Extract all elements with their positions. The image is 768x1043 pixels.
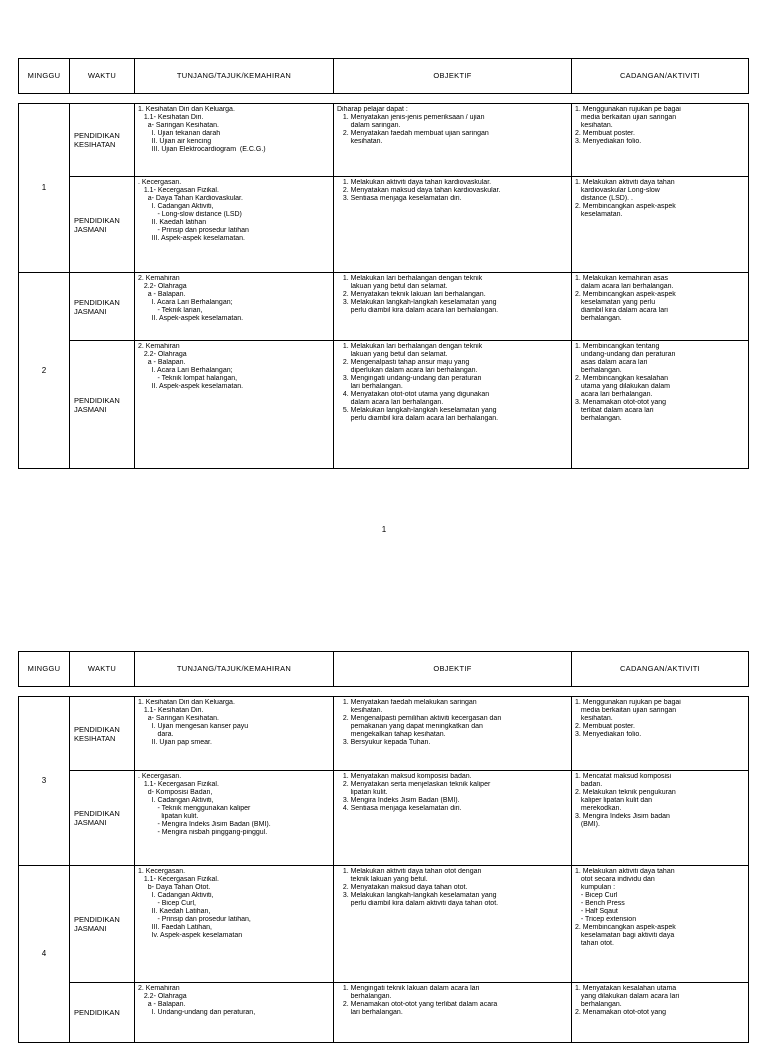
table-row [19, 104, 749, 177]
cell-line: 3. Menamakan otot-otot yang [575, 399, 667, 406]
cell-line: 2. Menyatakan faedah membuat ujian saringan [337, 130, 489, 137]
cell-line: media berkaitan ujian saringan [575, 114, 677, 121]
cell-line: I. Cadangan Aktiviti, [138, 797, 214, 804]
cell-line: kesihatan. [337, 138, 383, 145]
cell-line: III. Aspek-aspek keselamatan. [138, 235, 245, 242]
cell-line: I. Acara Lari Berhalangan; [138, 367, 233, 374]
cell-line: kesihatan. [337, 707, 383, 714]
page1-body-table [18, 103, 749, 469]
cell-line: (BMI). [575, 821, 600, 828]
cell-line: 2.2- Olahraga [138, 283, 187, 290]
cell-line: lari berhalangan. [337, 1009, 403, 1016]
cell-line: 1.1- Kecergasan Fizikal. [138, 876, 219, 883]
cell-line: 1. Melakukan aktiviti daya tahan [575, 179, 675, 186]
cell-line: 1.1- Kecergasan Fizikal. [138, 781, 219, 788]
cell-line: lipatan kulit. [337, 789, 388, 796]
header-minggu: MINGGU [19, 59, 70, 94]
cell-line: kardiovaskular Long-slow [575, 187, 660, 194]
cell-line: 1.1- Kecergasan Fizikal. [138, 187, 219, 194]
cell-line: b- Daya Tahan Otot. [138, 884, 211, 891]
aktiviti-cell [572, 983, 749, 1043]
tajuk-cell [135, 866, 334, 983]
waktu-line: JASMANI [74, 224, 107, 234]
waktu-cell [70, 341, 135, 469]
cell-line: asas dalam acara lari [575, 359, 648, 366]
cell-line: - Half Sqaut [575, 908, 618, 915]
cell-line: 2. Membuat poster. [575, 130, 635, 137]
table-row [19, 273, 749, 341]
cell-line: - Teknik larian, [138, 307, 203, 314]
objektif-cell [334, 177, 572, 273]
cell-line: 1. Menyatakan jenis-jenis pemeriksaan / ujian [337, 114, 485, 121]
header-minggu: MINGGU [19, 652, 70, 687]
cell-line: keselamatan. [575, 211, 623, 218]
cell-line: - Mengira nisbah pinggang-pinggul. [138, 829, 268, 836]
cell-line: 4. Sentiasa menjaga keselamatan diri. [337, 805, 462, 812]
cell-line: 1. Melakukan aktiviti daya tahan otot dengan [337, 868, 482, 875]
waktu-line: JASMANI [74, 924, 107, 933]
tajuk-cell [135, 177, 334, 273]
cell-line: II. Kaedah Latihan, [138, 908, 211, 915]
header-aktiviti: CADANGAN/AKTIVITI [572, 652, 749, 687]
cell-line: 1. Melakukan lari berhalangan dengan teknik [337, 343, 483, 350]
cell-line: 1. Menyatakan kesalahan utama [575, 985, 677, 992]
cell-line: 1. Membincangkan tentang [575, 343, 660, 350]
cell-line: 1. Melakukan aktiviti daya tahan [575, 868, 675, 875]
cell-line: 1. Kesihatan Diri dan Keluarga. [138, 106, 235, 113]
tajuk-cell [135, 273, 334, 341]
cell-line: 2. Membincangkan aspek-aspek [575, 291, 676, 298]
tajuk-cell [135, 341, 334, 469]
waktu-line: PENDIDIKAN [74, 131, 120, 140]
waktu-line: PENDIDIKAN [74, 395, 120, 405]
cell-line: 2. Membincangkan aspek-aspek [575, 203, 676, 210]
cell-line: a- Saringan Kesihatan. [138, 715, 219, 722]
cell-line: Iv. Aspek-aspek keselamatan [138, 932, 243, 939]
cell-line: lakuan yang betul dan selamat. [337, 351, 448, 358]
cell-line: - Tricep extension [575, 916, 637, 923]
aktiviti-cell [572, 866, 749, 983]
cell-line: a - Balapan. [138, 1001, 186, 1008]
cell-line: 2. Menyatakan maksud daya tahan otot. [337, 884, 468, 891]
waktu-cell [70, 771, 135, 866]
cell-line: 2. Melakukan teknik pengukuran [575, 789, 676, 796]
header-objektif: OBJEKTIF [334, 59, 572, 94]
cell-line: d- Komposisi Badan, [138, 789, 213, 796]
objektif-cell [334, 697, 572, 771]
cell-line: kesihatan. [575, 715, 613, 722]
cell-line: 2. Kemahiran [138, 985, 180, 992]
minggu-cell: 1 [19, 104, 70, 273]
cell-line: - Mengira Indeks Jisim Badan (BMI). [138, 821, 271, 828]
cell-line: 1. Menggunakan rujukan pe bagai [575, 699, 681, 706]
cell-line: 3. Melakukan langkah-langkah keselamatan yang [337, 299, 497, 306]
cell-line: 2. Menamakan otot-otot yang [575, 1009, 667, 1016]
header-objektif: OBJEKTIF [334, 652, 572, 687]
aktiviti-cell [572, 771, 749, 866]
cell-line: tahan otot. [575, 940, 614, 947]
cell-line: - Teknik menggunakan kaliper [138, 805, 251, 812]
cell-line: perlu diambil kira dalam aktiviti daya tahan otot. [337, 900, 499, 907]
page2-header-table [18, 651, 749, 687]
aktiviti-cell [572, 341, 749, 469]
cell-line: . Kecergasan. [138, 179, 182, 186]
cell-line: pemakanan yang dapat meningkatkan dan [337, 723, 483, 730]
cell-line: - Bicep Curl [575, 892, 618, 899]
cell-line: a- Saringan Kesihatan. [138, 122, 219, 129]
tajuk-cell [135, 983, 334, 1043]
header-tajuk: TUNJANG/TAJUK/KEMAHIRAN [135, 652, 334, 687]
cell-line: perlu diambil kira dalam acara lari berhalangan. [337, 415, 499, 422]
table-row [19, 983, 749, 1043]
cell-line: 1. Melakukan kemahiran asas [575, 275, 668, 282]
cell-line: 1.1- Kesihatan Diri. [138, 707, 204, 714]
cell-line: undang-undang dan peraturan [575, 351, 676, 358]
cell-line: kaliper lipatan kulit dan [575, 797, 653, 804]
cell-line: yang dilakukan dalam acara lari [575, 993, 680, 1000]
cell-line: - Prinsip dan prosedur latihan [138, 227, 249, 234]
cell-line: II. Aspek-aspek keselamatan. [138, 315, 244, 322]
cell-line: 2.2- Olahraga [138, 351, 187, 358]
cell-line: 2. Mengenalpasti tahap ansur maju yang [337, 359, 470, 366]
table-row [19, 866, 749, 983]
cell-line: 3. Menyediakan folio. [575, 138, 642, 145]
cell-line: berhalangan. [575, 367, 622, 374]
cell-line: II. Ujian pap smear. [138, 739, 212, 746]
table-row [19, 697, 749, 771]
objektif-cell [334, 104, 572, 177]
waktu-line: PENDIDIKAN [74, 809, 120, 818]
cell-line: I. Acara Lari Berhalangan; [138, 299, 233, 306]
aktiviti-cell [572, 273, 749, 341]
cell-line: 4. Menyatakan otot-otot utama yang digunakan [337, 391, 490, 398]
cell-line: terlibat dalam acara lari [575, 407, 654, 414]
cell-line: III. Ujian Elektrocardiogram (E.C.G.) [138, 146, 266, 153]
cell-line: - Long-slow distance (LSD) [138, 211, 242, 218]
waktu-line: KESIHATAN [74, 733, 116, 743]
cell-line: 2. Kemahiran [138, 275, 180, 282]
cell-line: berhalangan. [575, 315, 622, 322]
waktu-cell [70, 866, 135, 983]
cell-line: lari berhalangan. [337, 383, 403, 390]
waktu-line: KESIHATAN [74, 140, 116, 149]
header-tajuk: TUNJANG/TAJUK/KEMAHIRAN [135, 59, 334, 94]
cell-line: utama yang dilakukan dalam [575, 383, 670, 390]
tajuk-cell [135, 104, 334, 177]
cell-line: teknik lakuan yang betul. [337, 876, 428, 883]
cell-line: 3. Mengingati undang-undang dan peraturan [337, 375, 482, 382]
cell-line: mengekalkan tahap kesihatan. [337, 731, 446, 738]
cell-line: berhalangan. [575, 415, 622, 422]
cell-line: otot secara individu dan [575, 876, 655, 883]
aktiviti-cell [572, 697, 749, 771]
cell-line: dalam acara lari berhalangan. [337, 399, 444, 406]
cell-line: media berkaitan ujian saringan [575, 707, 677, 714]
cell-line: 1. Mencatat maksud komposisi [575, 773, 672, 780]
cell-line: 1. Menyatakan maksud komposisi badan. [337, 773, 472, 780]
cell-line: 1.1- Kesihatan Diri. [138, 114, 204, 121]
objektif-cell [334, 771, 572, 866]
waktu-line: PENDIDIKAN [74, 724, 120, 734]
table-row [19, 177, 749, 273]
aktiviti-cell [572, 177, 749, 273]
cell-line: diambil kira dalam acara lari [575, 307, 668, 314]
cell-line: diperlukan dalam acara lari berhalangan. [337, 367, 478, 374]
waktu-cell [70, 273, 135, 341]
cell-line: 1. Kecergasan. [138, 868, 186, 875]
header-waktu: WAKTU [70, 652, 135, 687]
cell-line: 2. Menyatakan maksud daya tahan kardiovaskular. [337, 187, 501, 194]
cell-line: 3. Mengira Indeks Jisim Badan (BMI). [337, 797, 460, 804]
cell-line: 3. Mengira Indeks Jisim badan [575, 813, 670, 820]
page2-body-table [18, 696, 749, 1043]
waktu-line: JASMANI [74, 306, 107, 316]
minggu-cell: 4 [19, 866, 70, 1043]
cell-line: 3. Sentiasa menjaga keselamatan diri. [337, 195, 462, 202]
cell-line: 1. Melakukan lari berhalangan dengan teknik [337, 275, 483, 282]
cell-line: II. Ujian air kencing [138, 138, 212, 145]
waktu-cell [70, 177, 135, 273]
cell-line: 2. Kemahiran [138, 343, 180, 350]
objektif-cell [334, 341, 572, 469]
objektif-cell [334, 273, 572, 341]
cell-line: - Bench Press [575, 900, 625, 907]
cell-line: Diharap pelajar dapat : [337, 106, 408, 113]
waktu-cell [70, 697, 135, 771]
cell-line: 2.2- Olahraga [138, 993, 187, 1000]
cell-line: 1. Menyatakan faedah melakukan saringan [337, 699, 477, 706]
tajuk-cell [135, 771, 334, 866]
waktu-line: JASMANI [74, 818, 107, 827]
cell-line: keselamatan bagi aktiviti daya [575, 932, 675, 939]
cell-line: I. Cadangan Aktiviti, [138, 892, 214, 899]
minggu-cell: 2 [19, 273, 70, 469]
cell-line: merekodkan. [575, 805, 622, 812]
page-number: 1 [381, 525, 387, 534]
waktu-line: PENDIDIKAN [74, 297, 120, 307]
waktu-line: JASMANI [74, 404, 107, 414]
cell-line: acara lari berhalangan. [575, 391, 653, 398]
page1-header-table [18, 58, 749, 94]
cell-line: II. Kaedah latihan [138, 219, 207, 226]
tajuk-cell [135, 697, 334, 771]
aktiviti-cell [572, 104, 749, 177]
waktu-line: PENDIDIKAN [74, 915, 120, 924]
cell-line: - Teknik lompat halangan, [138, 375, 238, 382]
cell-line: 1. Kesihatan Diri dan Keluarga. [138, 699, 235, 706]
cell-line: . Kecergasan. [138, 773, 182, 780]
cell-line: 2. Menamakan otot-otot yang terlibat dalam acara [337, 1001, 498, 1008]
cell-line: 3. Bersyukur kepada Tuhan. [337, 739, 431, 746]
cell-line: 1. Menggunakan rujukan pe bagai [575, 106, 681, 113]
header-waktu: WAKTU [70, 59, 135, 94]
waktu-cell [70, 104, 135, 177]
cell-line: I. Ujian tekanan darah [138, 130, 221, 137]
table-row [19, 771, 749, 866]
waktu-line: PENDIDIKAN [74, 1008, 120, 1017]
cell-line: a - Balapan. [138, 359, 186, 366]
cell-line: 3. Menyediakan folio. [575, 731, 642, 738]
cell-line: 1. Mengingati teknik lakuan dalam acara lari [337, 985, 480, 992]
cell-line: badan. [575, 781, 603, 788]
header-aktiviti: CADANGAN/AKTIVITI [572, 59, 749, 94]
cell-line: I. Ujian mengesan kanser payu [138, 723, 249, 730]
cell-line: perlu diambil kira dalam acara lari berhalangan. [337, 307, 499, 314]
cell-line: III. Faedah Latihan, [138, 924, 212, 931]
cell-line: 2. Menyatakan serta menjelaskan teknik kaliper [337, 781, 491, 788]
cell-line: distance (LSD). . [575, 195, 633, 202]
cell-line: 2. Membuat poster. [575, 723, 635, 730]
cell-line: 1. Melakukan aktiviti daya tahan kardiovaskular. [337, 179, 492, 186]
cell-line: lakuan yang betul dan selamat. [337, 283, 448, 290]
table-row [19, 341, 749, 469]
cell-line: 2. Menyatakan teknik lakuan lari berhalangan. [337, 291, 486, 298]
cell-line: I. Cadangan Aktiviti, [138, 203, 214, 210]
minggu-cell: 3 [19, 697, 70, 866]
cell-line: I. Undang-undang dan peraturan, [138, 1009, 256, 1016]
cell-line: II. Aspek-aspek keselamatan. [138, 383, 244, 390]
cell-line: a- Daya Tahan Kardiovaskular. [138, 195, 243, 202]
cell-line: kesihatan. [575, 122, 613, 129]
cell-line: dara. [138, 731, 174, 738]
cell-line: - Bicep Curl, [138, 900, 196, 907]
cell-line: berhalangan. [337, 993, 392, 1000]
cell-line: 2. Membincangkan aspek-aspek [575, 924, 676, 931]
cell-line: 2. Mengenalpasti pemilihan aktiviti kecergasan dan [337, 715, 502, 722]
waktu-cell [70, 983, 135, 1043]
objektif-cell [334, 983, 572, 1043]
cell-line: berhalangan. [575, 1001, 622, 1008]
cell-line: a - Balapan. [138, 291, 186, 298]
cell-line: - Prinsip dan prosedur latihan, [138, 916, 251, 923]
cell-line: 3. Melakukan langkah-langkah keselamatan yang [337, 892, 497, 899]
cell-line: dalam acara lari berhalangan. [575, 283, 674, 290]
cell-line: lipatan kulit. [138, 813, 199, 820]
cell-line: kumpulan : [575, 884, 616, 891]
cell-line: 2. Membincangkan kesalahan [575, 375, 669, 382]
objektif-cell [334, 866, 572, 983]
cell-line: dalam saringan. [337, 122, 401, 129]
cell-line: keselamatan yang perlu [575, 299, 656, 306]
cell-line: 5. Melakukan langkah-langkah keselamatan yang [337, 407, 497, 414]
waktu-line: PENDIDIKAN [74, 215, 120, 225]
